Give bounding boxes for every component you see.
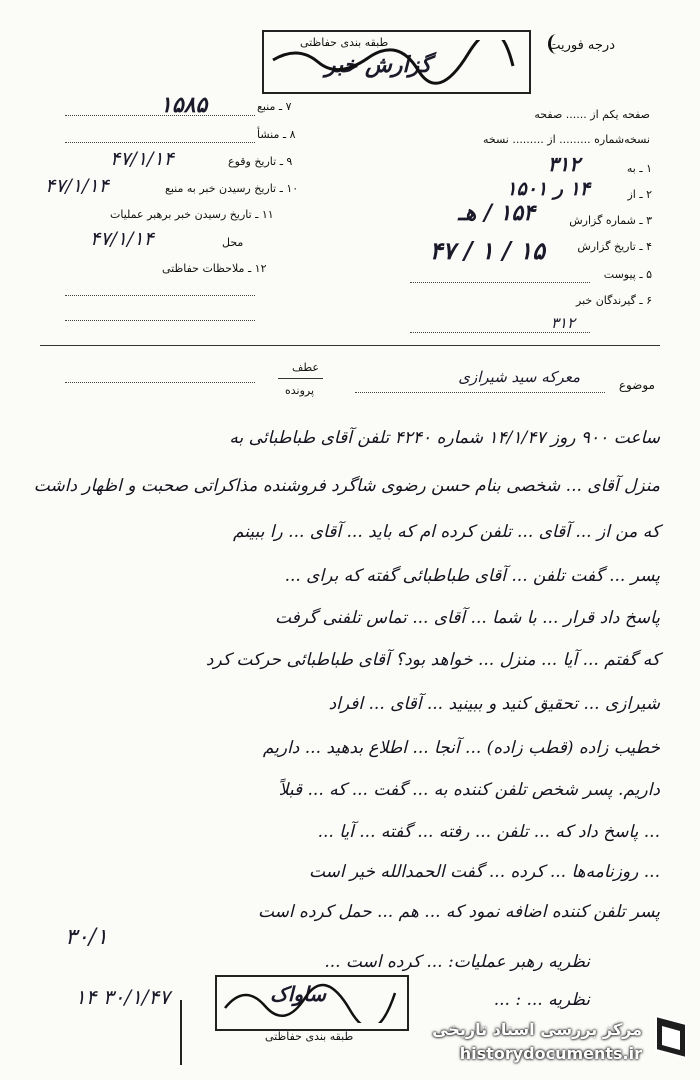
watermark-url: historydocuments.ir xyxy=(459,1044,642,1063)
field-2-label: ۲ ـ از xyxy=(627,188,652,201)
field-4-label: ۴ ـ تاریخ گزارش xyxy=(577,240,652,253)
body-line: ... روزنامه‌ها ... کرده ... گفت الحمدالله خیر است xyxy=(308,862,660,882)
subject-label: موضوع xyxy=(618,378,655,392)
page-line: صفحه یکم از ...... صفحه xyxy=(534,108,650,121)
body-line: پسر ... گفت تلفن ... آقای طباطبائی گفته که برای ... xyxy=(284,566,660,586)
body-line: که گفتم ... آیا ... منزل ... خواهد بود؟ آقای طباطبائی حرکت کرد xyxy=(205,650,660,670)
field-10-value: ۴۷/۱/۱۴ xyxy=(45,175,109,197)
field-12-label: ۱۲ ـ ملاحظات حفاظتی xyxy=(162,262,267,275)
body-line: پاسخ داد قرار ... با شما ... آقای ... تماس تلفنی گرفت xyxy=(274,608,660,628)
field-6-value: ۳۱۲ xyxy=(550,314,575,332)
subject-value: معرکه سید شیرازی xyxy=(458,368,580,386)
watermark-logo-icon xyxy=(648,1012,690,1066)
footer-signature-stamp: ساواک xyxy=(270,982,326,1006)
stamp-scribble-icon xyxy=(268,40,518,89)
field-8-label: ۸ ـ منشأ xyxy=(257,128,296,141)
priority-bracket xyxy=(548,34,565,54)
field-2-value: ۱۴ ر ۱۵۰۱ xyxy=(506,178,590,200)
field-3-label: ۳ ـ شماره گزارش xyxy=(569,214,652,227)
body-line: نظریه ... : ... xyxy=(493,990,590,1010)
body-line: نظریه رهبر عملیات: ... کرده است ... xyxy=(324,952,590,972)
body-line: شیرازی ... تحقیق کنید و ببینید ... آقای ... افراد xyxy=(328,694,660,714)
margin-note: ۳۰/۱ xyxy=(65,925,108,950)
margin-note: ۳۰/۱/۴۷ ۱۴ xyxy=(75,985,171,1009)
field-10-label: ۱۰ ـ تاریخ رسیدن خبر به منبع xyxy=(165,182,299,195)
margin-stroke-icon xyxy=(175,1000,187,1074)
field-9-label: ۹ ـ تاریخ وقوع xyxy=(228,155,293,168)
priority-label: درجه فوریت xyxy=(548,38,615,53)
reference-line xyxy=(278,378,323,379)
field-7-label: ۷ ـ منبع xyxy=(257,100,292,113)
watermark-text: مرکز بررسی اسناد تاریخی xyxy=(432,1020,642,1039)
body-line: ساعت ۹۰۰ روز ۱۴/۱/۴۷ شماره ۴۲۴۰ تلفن آقای طباطبائی به xyxy=(229,428,660,448)
atf-label: عطف xyxy=(292,361,319,374)
parvandeh-label: پرونده xyxy=(285,384,315,397)
classification-stamp: طبقه بندی حفاظتی xyxy=(300,36,389,49)
field-11-label: ۱۱ ـ تاریخ رسیدن خبر برهبر عملیات xyxy=(110,208,274,221)
copy-line: نسخه‌شماره ......... از ......... نسخه xyxy=(482,133,650,146)
field-1-value: ۳۱۲ xyxy=(547,152,580,176)
body-line: پسر تلفن کننده اضافه نمود که ... هم ... حمل کرده است xyxy=(257,902,660,922)
field-1-label: ۱ ـ به xyxy=(626,162,652,175)
footer-classification: طبقه بندی حفاظتی xyxy=(265,1030,354,1043)
section-divider xyxy=(40,345,660,346)
field-11-value: ۴۷/۱/۱۴ xyxy=(90,228,154,250)
signature-scribble-icon xyxy=(220,978,400,1027)
body-line: خطیب زاده (قطب زاده) ... آنجا ... اطلاع بدهید ... داریم xyxy=(262,738,660,758)
field-4-value: ۱۵ / ۱ / ۴۷ xyxy=(429,236,545,265)
body-line: داریم. پسر شخص تلفن کننده به ... گفت ... که ... قبلاً xyxy=(278,780,660,800)
field-5-label: ۵ ـ پیوست xyxy=(603,268,652,281)
body-line: که من از ... آقای ... تلفن کرده ام که باید ... آقای ... را ببینم xyxy=(232,522,660,542)
report-title: گزارش خبر xyxy=(325,52,432,78)
place-label: محل xyxy=(222,236,244,249)
field-9-value: ۴۷/۱/۱۴ xyxy=(110,148,174,170)
field-3-value: ۱۵۴ / هـ xyxy=(458,200,535,226)
body-line: ... پاسخ داد که ... تلفن ... رفته ... گفته ... آیا ... xyxy=(317,822,660,842)
body-line: منزل آقای ... شخصی بنام حسن رضوی شاگرد فروشنده مذاکراتی صحبت و اظهار داشت xyxy=(33,476,660,496)
field-6-label: ۶ ـ گیرندگان خبر xyxy=(576,294,652,307)
field-7-value: ۱۵۸۵ xyxy=(160,92,208,118)
